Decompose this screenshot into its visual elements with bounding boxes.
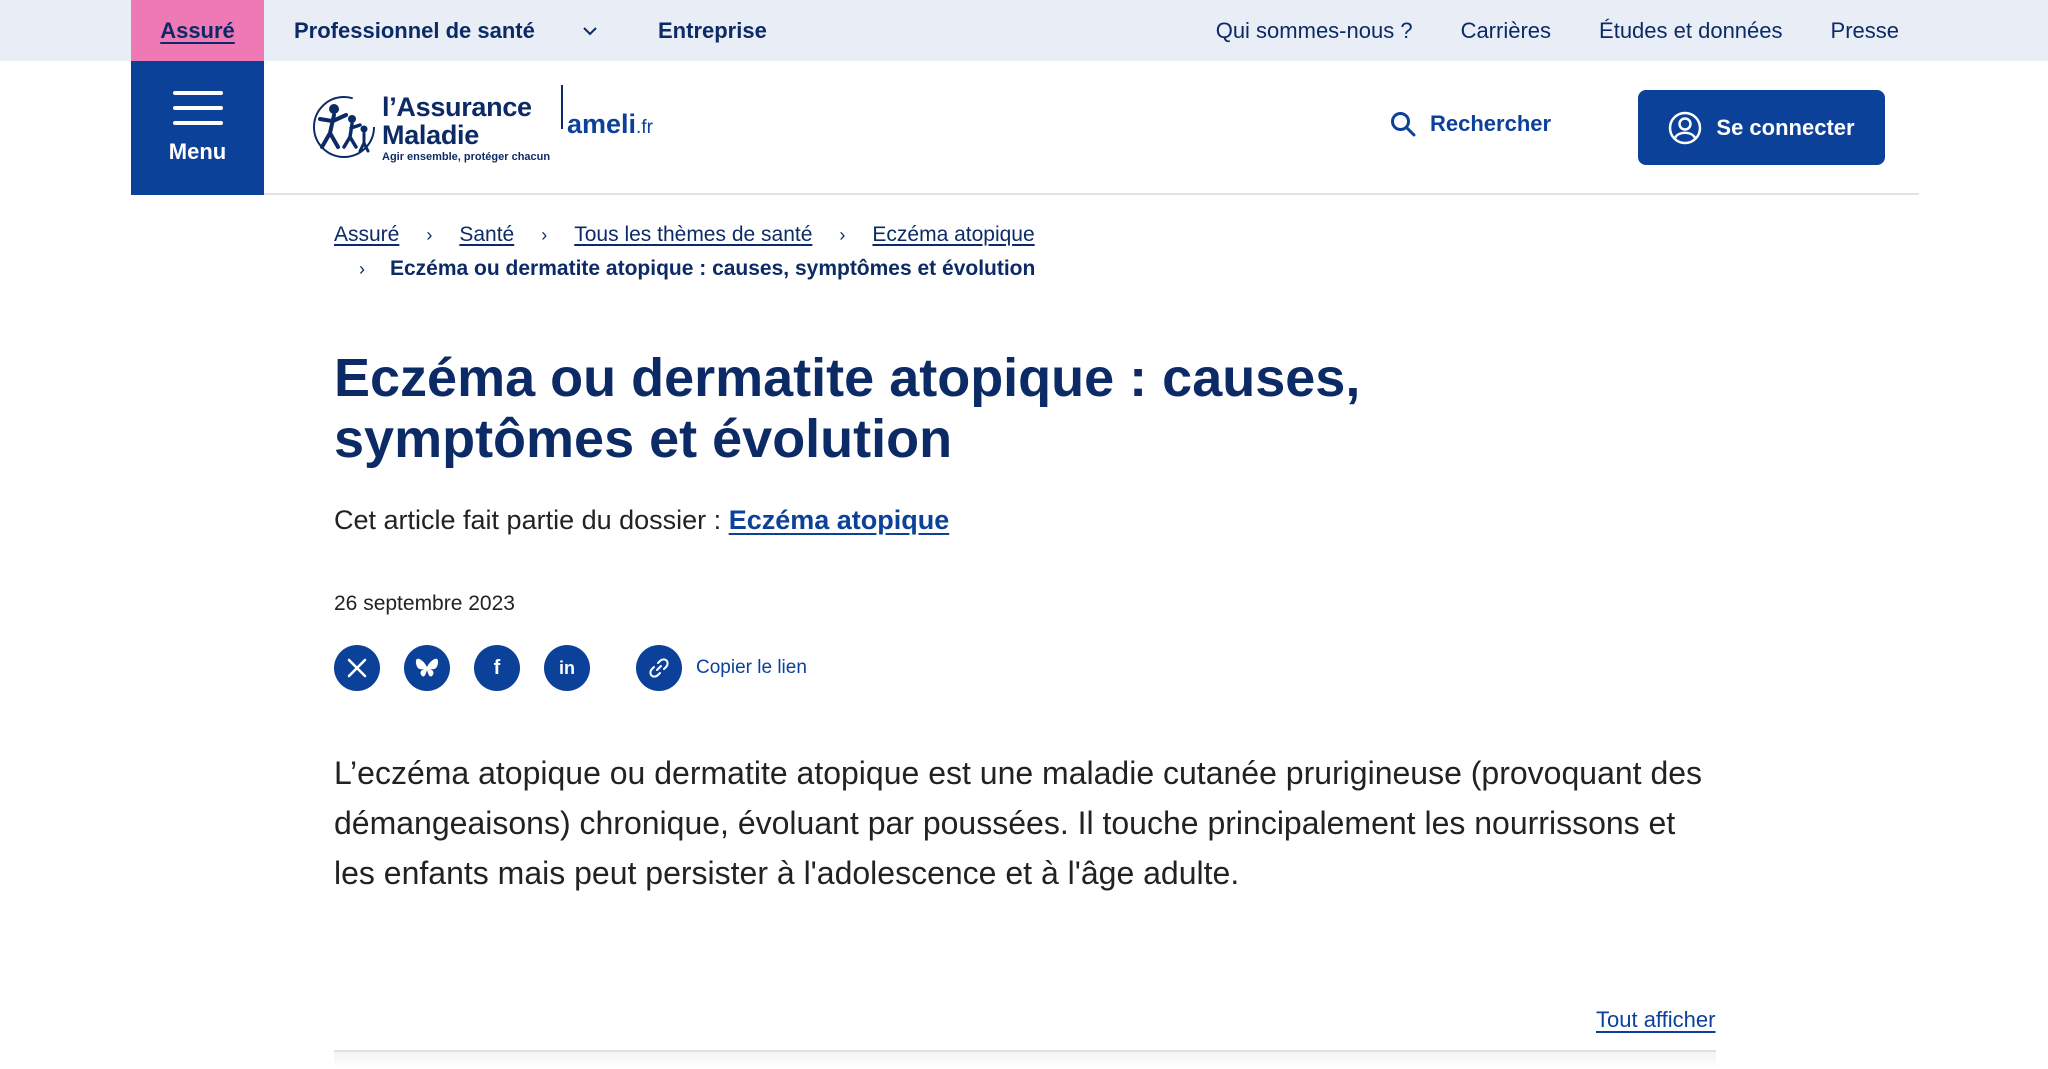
user-icon xyxy=(1668,111,1702,145)
logo-separator xyxy=(561,85,563,129)
page-title: Eczéma ou dermatite atopique : causes, symptômes et évolution xyxy=(334,348,1361,469)
search-button[interactable] xyxy=(1390,111,1551,137)
menu-button[interactable] xyxy=(131,61,264,195)
login-button[interactable] xyxy=(1638,90,1885,165)
site-header xyxy=(131,61,1919,195)
logo-wordmark: l’Assurance Maladie xyxy=(382,92,532,150)
linkedin-icon: in xyxy=(559,657,575,678)
publication-date: 26 septembre 2023 xyxy=(334,592,515,615)
share-bluesky-button[interactable] xyxy=(404,645,450,691)
facebook-icon: f xyxy=(493,656,501,679)
top-link-etudes[interactable]: Études et données xyxy=(1599,17,1783,43)
x-icon xyxy=(346,657,368,679)
copy-link-label: Copier le lien xyxy=(696,657,807,678)
top-link-presse[interactable]: Presse xyxy=(1830,17,1899,43)
audience-assure-link[interactable]: Assuré xyxy=(131,0,264,61)
chevron-down-icon[interactable] xyxy=(578,0,602,61)
chevron-right-icon: › xyxy=(541,224,548,245)
assurance-maladie-emblem-icon xyxy=(308,89,380,161)
chevron-right-icon: › xyxy=(359,258,365,279)
bluesky-icon xyxy=(415,657,439,679)
share-x-button[interactable] xyxy=(334,645,380,691)
show-all-link[interactable]: Tout afficher xyxy=(1596,1007,1716,1032)
menu-label: Menu xyxy=(168,139,227,164)
dossier-line xyxy=(334,505,949,536)
top-link-qui-sommes-nous[interactable]: Qui sommes-nous ? xyxy=(1215,17,1413,43)
copy-link-button[interactable] xyxy=(636,645,807,691)
dossier-link[interactable]: Eczéma atopique xyxy=(728,505,950,535)
link-icon xyxy=(648,657,670,679)
search-icon xyxy=(1390,111,1416,137)
link-icon-badge xyxy=(636,645,682,691)
breadcrumb-item-eczema[interactable]: Eczéma atopique xyxy=(872,223,1035,246)
breadcrumb-item-assure[interactable]: Assuré xyxy=(334,223,400,246)
share-linkedin-button[interactable] xyxy=(544,645,590,691)
audience-bar xyxy=(0,0,2048,61)
search-label: Rechercher xyxy=(1430,111,1552,136)
logo-tagline: Agir ensemble, protéger chacun xyxy=(382,151,551,163)
breadcrumb-item-themes[interactable]: Tous les thèmes de santé xyxy=(574,223,813,246)
audience-pro-link[interactable]: Professionnel de santé xyxy=(294,17,535,43)
login-label: Se connecter xyxy=(1716,114,1855,140)
article-intro: L’eczéma atopique ou dermatite atopique est une maladie cutanée prurigineuse (provoquant des démangeaisons) chronique, évoluant par poussées. Il touche principalement les nourrissons et les enfants mais peut persister à l'adolescence et à l'âge adulte. xyxy=(334,755,1703,891)
breadcrumb-current: Eczéma ou dermatite atopique : causes, symptômes et évolution xyxy=(390,257,1036,280)
share-facebook-button[interactable] xyxy=(474,645,520,691)
ameli-logo[interactable]: ameli .fr xyxy=(567,109,653,139)
breadcrumb xyxy=(334,218,1234,286)
hamburger-icon xyxy=(173,91,223,125)
chevron-right-icon: › xyxy=(426,224,433,245)
dossier-prefix: Cet article fait partie du dossier : xyxy=(334,505,729,535)
breadcrumb-item-sante[interactable]: Santé xyxy=(459,223,515,246)
top-link-carrieres[interactable]: Carrières xyxy=(1460,17,1552,43)
accordion-divider xyxy=(334,1050,1716,1069)
chevron-right-icon: › xyxy=(839,224,846,245)
institutional-links xyxy=(1216,0,1899,61)
audience-entreprise-link[interactable]: Entreprise xyxy=(658,17,767,43)
share-buttons xyxy=(334,645,807,691)
